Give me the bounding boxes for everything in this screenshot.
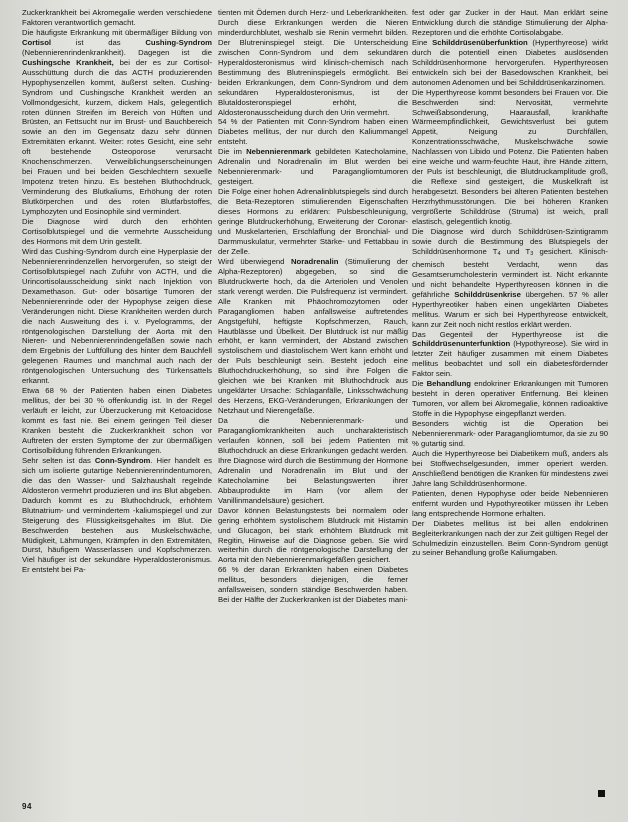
bold-term: Schilddrüsenunterfunktion xyxy=(412,339,511,349)
paragraph xyxy=(218,506,408,566)
bold-term: Noradrenalin xyxy=(291,256,339,266)
paragraph xyxy=(412,227,608,330)
text-run: Die im xyxy=(218,147,247,157)
paragraph xyxy=(412,8,608,38)
paragraph xyxy=(218,117,408,147)
paragraph xyxy=(412,489,608,519)
text-run: 66 % der daran Erkrankten haben einen Diabetes mellitus, besonders diejenigen, die ferner anfallsweisen, sondern ständige Beschwerden haben. Bei der Hälfte der Zuckerkranken ist der Diabetes mani- xyxy=(218,565,408,605)
paragraph xyxy=(412,330,608,380)
text-run: ist das xyxy=(51,37,146,47)
text-run: (Nebennierenrindenkrankheit). Dagegen ist die xyxy=(22,47,212,57)
text-run: . Hier handelt es sich um isolierte gutartige Nebennierenrindentumoren, die das den Wasser- und Salzhaushalt regelnde Aldosteron vermehrt produzieren und ins Blut abgeben. Dadurch kommt es zu Bluthochdruck, erhöhtem Blutnatrium- und vermindertem -kaliumspiegel und zur Steigerung des Flüssigkeitsgehaltes im Blut. Die Beschwerden bestehen aus Muskelschwäche, Müdigkeit, Lähmungen, Krämpfen in den Extremitäten, Durst, häufigem Wasserlassen und Kopfschmerzen. Viel häufiger ist der sekundäre Hyperaldosteronismus. Er entsteht bei Pa- xyxy=(22,455,212,575)
bold-term: Schilddrüsenüberfunktion xyxy=(432,37,528,47)
text-run: Die häufigste Erkrankung mit übermäßiger Bildung von xyxy=(22,27,212,37)
text-run: Die Diagnose wird durch den erhöhten Cortisolblutspiegel und die vermehrte Ausscheidung des Hormons mit dem Urin gestellt. xyxy=(22,217,212,246)
text-run: Die Hyperthyreose kommt besonders bei Frauen vor. Die Beschwerden sind: Nervosität, vermehrte Schweißabsonderung, Haarausfall, krankhafte Wärmeempfindlichkeit, Gewichtsverlust bei gutem Appetit, Neigung zu Durchfällen, Konzentrationsschwäche, Muskelschwäche sowie Nachlassen von Libido und Potenz. Die Patienten haben eine weiche und warm-feuchte Haut, ihre Hände zittern, der Puls ist beschleunigt, die Blutdruckamplitude groß, die Reflexe sind gesteigert, die Muskelkraft ist herabgesetzt. Besonders bei älteren Patienten bestehen Herzrhythmusstörungen. Die bei höheren Kranken vergrößerte Schilddrüse (Struma) ist weich, prall elastisch, gelegentlich knotig. xyxy=(412,87,608,227)
paragraph xyxy=(218,257,408,416)
text-run: Sehr selten ist das xyxy=(22,455,95,465)
text-run: Etwa 68 % der Patienten haben einen Diabetes mellitus, der bei 30 % offenkundig ist. In der Regel verläuft er leicht, zur Überzuckerung mit Ketoacidose kommt es fast nie. Bei einem geringen Teil dieser Kranken besteht die Zuckerkrankheit schon vor Auftreten der ersten Symptome der zur übermäßigen Cortisolbildung führenden Erkrankungen. xyxy=(22,386,212,455)
text-run: (Hypothyreose). Sie wird in letzter Zeit häufiger zusammen mit einem Diabetes mellitus beobachtet und soll ein diabetesfördernder Faktor sein. xyxy=(412,339,608,379)
text-run: gesichert. Klinisch-chemisch besteht Verdacht, wenn das Gesamtserumcholesterin vermindert ist. Nicht erkannte und nicht behandelte Hyperthyreosen können in die gefährliche xyxy=(412,246,608,299)
paragraph xyxy=(22,247,212,386)
paragraph xyxy=(412,379,608,419)
text-run: übergehen. 57 % aller Hyperthyreotiker haben einen ungeklärten Diabetes mellitus. Warum er sich bei Hyperthyreose entwickelt, kann zur Zeit noch nicht restlos erklärt werden. xyxy=(412,289,609,329)
subscript: 3 xyxy=(530,250,534,257)
paragraph xyxy=(218,8,408,117)
text-run: Davor können Belastungstests bei normalem oder gering erhöhtem systolischem Blutdruck mit Histamin und Glucagon, bei stark erhöhtem Blutdruck mit Regitin, Hinweise auf die Diagnose geben. Sie wird weiterhin durch die röntgenologische Darstellung der Aorta mit den Nebennierenmarkgefäßen gesichert. xyxy=(218,505,408,565)
paragraph xyxy=(412,38,608,88)
bold-term: Conn-Syndrom xyxy=(94,455,151,465)
paragraph xyxy=(218,416,408,506)
text-run: Da die Nebennierenmark- und Paragangliomkrankheiten auch uncharakteristisch verlaufen können, soll bei jedem Patienten mit Bluthochdruck an diese Erkrankungen gedacht werden. Ihre Diagnose wird durch die Bestimmung der Hormone Adrenalin und Noradrenalin im Blut und der Katecholamine bei Belastungswerten ihrer Abbauprodukte im Harn (vor allem der Vanillinmandelsäure) gesichert. xyxy=(218,416,408,505)
text-run: tienten mit Ödemen durch Herz- und Leberkrankheiten. Durch diese Erkrankungen werden die Nieren minderdurchblutet, weshalb sie Renin vermehrt bilden. Der Blutreninspiegel steigt. Die Unterscheidung zwischen Conn-Syndrom und dem sekundären Hyperaldosteronismus wird klinisch-chemisch nach Bestimmung des Blutreninspiegels ermöglicht. Bei beiden Erkrankungen, dem Conn-Syndrom und dem sekundären Hyperaldosteronismus, ist der Blutaldosteronspiegel erhöht, die Aldosteronausscheidung durch den Urin vermehrt. xyxy=(218,8,408,117)
text-run: (Stimulierung der Alpha-Rezeptoren) abgegeben, so sind die Blutdruckwerte hoch, da die Arteriolen und Venolen stark verengt werden. Die Pulsfrequenz ist vermindert. Alle Kranken mit Phäochromozytomen oder Paragangliomen haben anfallsweise auftretendes Angstgefühl, heftigste Kopfschmerzen, Rauch, Hautblässe und Übelkeit. Der Blutdruck ist nur mäßig erhöht, er kann vermindert, der Abstand zwischen systolischem und diastolischem Wert kann erhöht und der Puls beschleunigt sein. Besteht jedoch eine Bluthochdruckerhöhung, so sind ihre Folgen die gleichen wie bei Kranken mit Bluthochdruck aus ungeklärter Ursache: Schlaganfälle, Linksschwächung des Herzens, EKG-Veränderungen, Erkrankungen der Netzhaut und Nierengefäße. xyxy=(218,256,408,416)
paragraph xyxy=(22,28,212,217)
bold-term: Cushing-Syndrom xyxy=(145,37,212,47)
paragraph xyxy=(218,147,408,187)
text-run: fest oder gar Zucker in der Haut. Man erklärt seine Entwicklung durch die ständige Stimulierung der Alpha-Rezeptoren und die erhöhte Cortisolabgabe. xyxy=(412,8,608,37)
subscript: 4 xyxy=(497,250,501,257)
text-column-2 xyxy=(218,8,408,605)
paragraph xyxy=(412,519,608,559)
text-run: 54 % der Patienten mit Conn-Syndrom haben einen Diabetes mellitus, der nur durch den Kaliummangel entsteht. xyxy=(218,117,408,147)
text-run: Wird das Cushing-Syndrom durch eine Hyperplasie der Nebennierenrindenzellen hervorgerufen, so steigt der Cortisolblutspiegel nach Zufuhr von ACTH, und die Urincortisolausscheidung sinkt nach Injektion von Dexamethason. Gut- oder bösartige Tumoren der Nebennierenrinde oder der Hypophyse zeigen diese Veränderungen nicht. Diese Krankheiten werden durch die nach Ausweitung des i. v. Pyelogramms, der röntgenologischen Darstellung der Aorta mit den Nieren- und Nebennierenrindengefäßen sowie nach dem Ergebnis der Luftfüllung des hinter dem Bauchfell gelegenen Raumes und manchmal auch nach der röntgenologischen Untersuchung des Türkensattels erkannt. xyxy=(22,246,212,386)
text-run: (Hyperthyreose) wirkt durch die potentiell einen Diabetes auslösenden Schilddrüsenhormone hervorgerufen. Hyperthyreosen entwickeln sich bei der Basedowschen Krankheit, bei autonomen Adenomen und bei Schilddrüsenkarzinomen. xyxy=(412,37,608,87)
text-run: bei der es zur Cortisol-Ausschüttung durch die das ACTH produzierenden Hypophysenzellen kommt, äußerst selten. Cushing-Syndrom und Cushingsche Krankheit werden an Vollmondgesicht, kurzem, dickem Hals, gelegentlich roten dünnen Streifen im Bereich von Hüften und Brüsten, an Fettsucht nur im Brust- und Bauchbereich sowie an den im Gegensatz dazu sehr dünnen Extremitäten erkannt. Weiter: rotes Gesicht, eine sehr oft bestehende Osteoporose verursacht Knochenschmerzen. Verweiblichungserscheinungen bei Frauen und bei beiden Geschlechtern sexuelle Impotenz treten hinzu. Es bestehen Bluthochdruck, Verminderung des Blutkaliums, Erhöhung der roten Blutkörperchen und des roten Blutfarbstoffes, Lymphozyten und Eosinophile sind vermindert. xyxy=(22,57,213,217)
text-run: und T xyxy=(500,246,531,256)
bold-term: Nebennierenmark xyxy=(246,147,312,157)
paragraph xyxy=(412,88,608,227)
text-run: Auch die Hyperthyreose bei Diabetikern muß, anders als bei Stoffwechselgesunden, immer operiert werden. Anschließend benötigen die Kranken für mindestens zwei Jahre lang Schilddrüsenhormone. xyxy=(412,448,608,488)
paragraph xyxy=(22,456,212,575)
text-run: Der Diabetes mellitus ist bei allen endokrinen Begleiterkrankungen nach der zur Zeit gültigen Regel der Schulmedizin einzustellen. Beim Conn-Syndrom genügt zu seiner Behandlung große Kaliumgaben. xyxy=(412,518,608,558)
paragraph xyxy=(218,187,408,257)
text-run: Die Folge einer hohen Adrenalinblutspiegels sind durch die Beta-Rezeptoren stimulierenden Eigenschaften dieses Hormons zu erklären: Pulsbeschleunigung, geringe Blutdruckerhöhung, Erweiterung der Coronar- und Muskelarterien, Erschlaffung der Bronchial- und Darmmuskulatur, vermehrter Stärke- und Fettabbau in der Zelle. xyxy=(218,187,408,256)
text-run: Wird überwiegend xyxy=(218,256,291,266)
paragraph xyxy=(412,419,608,449)
text-run: Eine xyxy=(412,37,433,47)
paragraph xyxy=(218,565,408,605)
text-run: Besonders wichtig ist die Operation bei Nebennierenmark- oder Paragangliomtumor, da sie zu 90 % gutartig sind. xyxy=(412,419,608,448)
text-run: Die xyxy=(412,379,427,389)
text-run: gebildeten Katecholamine, Adrenalin und Noradrenalin im Blut werden bei Nebennierenmark- und Paragangliomtumoren gesteigert. xyxy=(218,147,408,187)
text-run: Das Gegenteil der Hyperthyreose ist die xyxy=(412,329,608,339)
bold-term: Behandlung xyxy=(426,379,472,389)
paragraph xyxy=(22,8,212,28)
page-number: 94 xyxy=(22,802,32,811)
bold-term: Schilddrüsenkrise xyxy=(454,289,521,299)
text-run: endokriner Erkrankungen mit Tumoren besteht in deren operativer Entfernung. Bei kleinen Tumoren, vor allem bei Akromegalie, können radioaktive Stoffe in die Hypophyse eingepflanzt werden. xyxy=(412,379,608,419)
bold-term: Cushingsche Krankheit, xyxy=(22,57,114,67)
text-run: Patienten, denen Hypophyse oder beide Nebennieren entfernt wurden und Hypothyreotiker müssen ihr Leben lang entsprechende Hormone erhalten. xyxy=(412,488,608,518)
paragraph xyxy=(412,449,608,489)
paragraph xyxy=(22,217,212,247)
bold-term: Cortisol xyxy=(22,37,52,47)
end-of-article-mark xyxy=(598,790,605,797)
text-run: Die Diagnose wird durch Schilddrüsen-Szintigramm sowie durch die Bestimmung des Blutspiegels der Schilddrüsenhormone T xyxy=(412,226,608,256)
text-column-3 xyxy=(412,8,608,558)
text-run: Zuckerkrankheit bei Akromegalie werden verschiedene Faktoren verantwortlich gemacht. xyxy=(22,8,212,27)
text-column-1 xyxy=(22,8,212,575)
paragraph xyxy=(22,386,212,456)
